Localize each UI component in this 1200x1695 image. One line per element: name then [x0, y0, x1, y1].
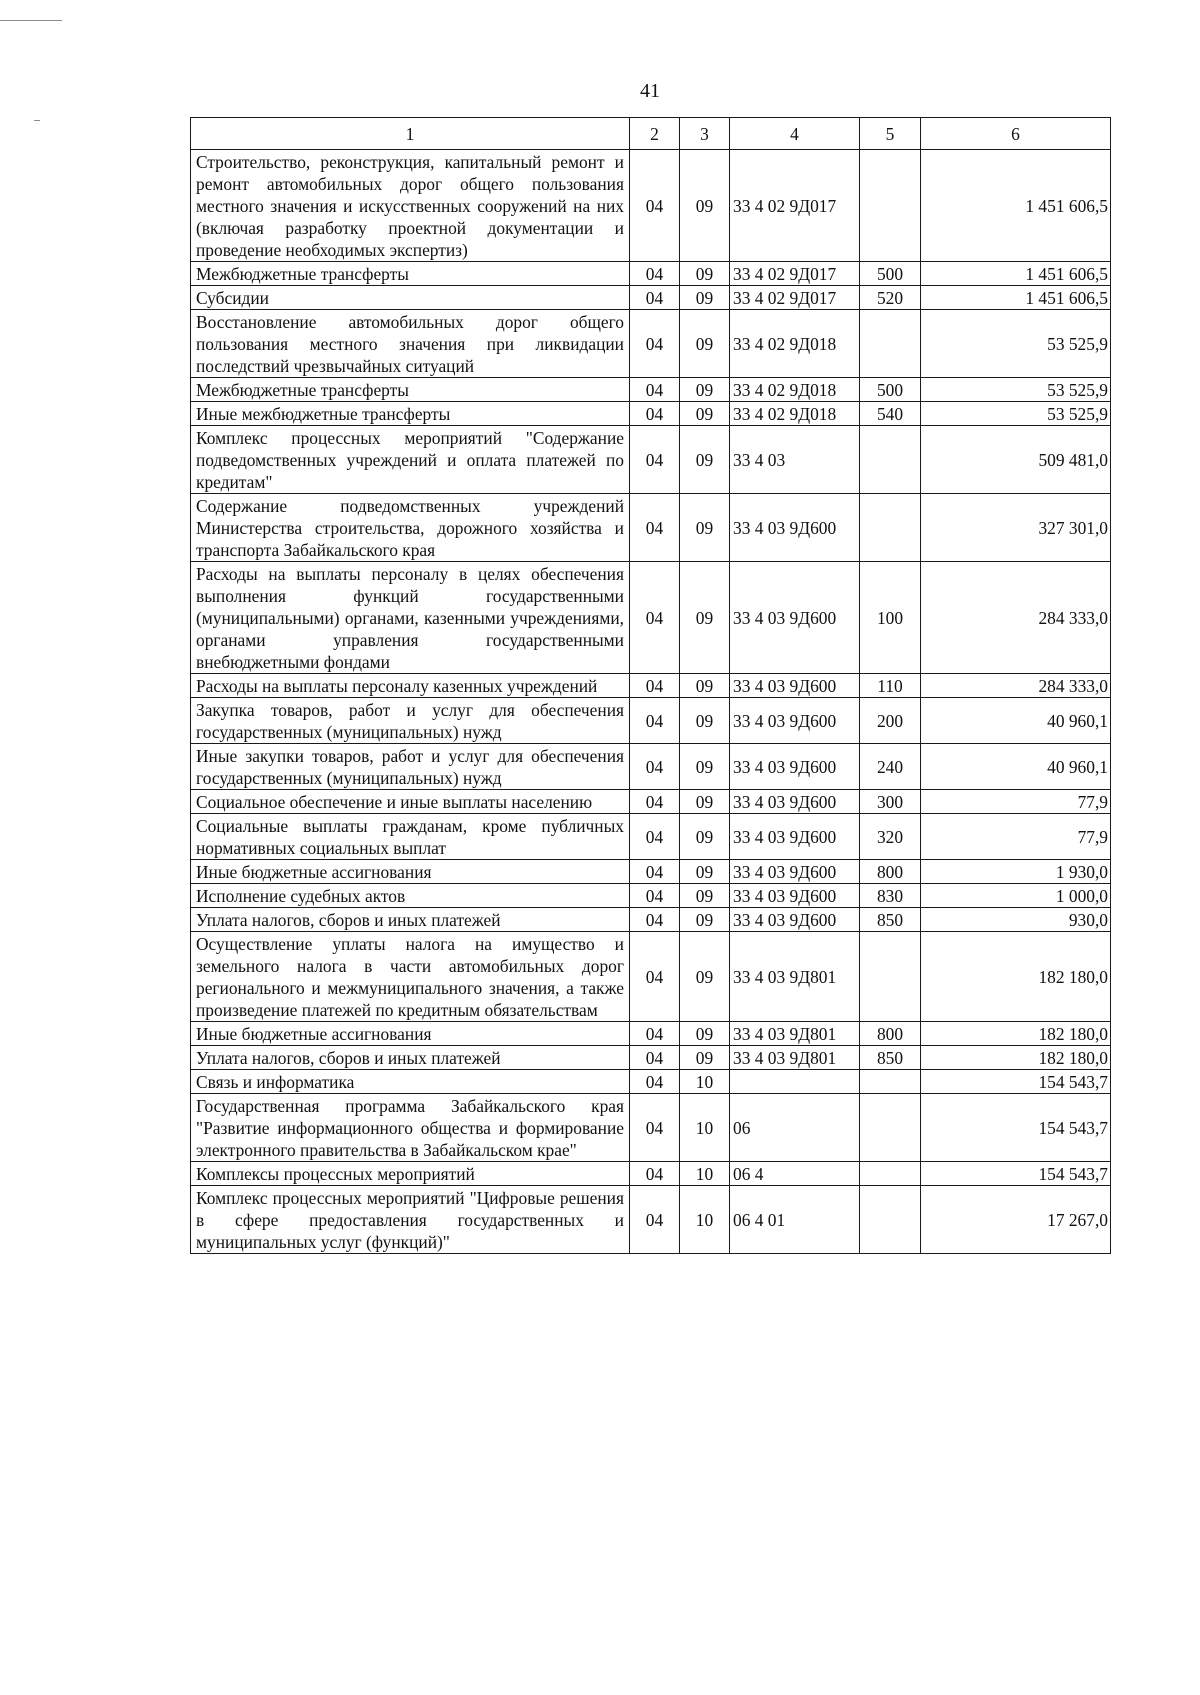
table-row — [191, 814, 1111, 860]
row-name-cell: Осуществление уплаты налога на имущество и земельного налога в части автомобильных дорог регионального и межмуниципального значения, а также произведение платежей по кредитным обязательствам — [191, 932, 630, 1022]
page-number: 41 — [640, 80, 660, 102]
expense-type-cell: 800 — [860, 860, 921, 884]
section-code-cell: 04 — [630, 698, 680, 744]
table-row — [191, 426, 1111, 494]
table-row — [191, 1094, 1111, 1162]
subsection-code-cell: 09 — [680, 932, 730, 1022]
section-code-cell: 04 — [630, 562, 680, 674]
section-code-cell: 04 — [630, 1022, 680, 1046]
expense-type-cell — [860, 494, 921, 562]
amount-cell: 284 333,0 — [921, 562, 1111, 674]
section-code-cell: 04 — [630, 1070, 680, 1094]
subsection-code-cell: 10 — [680, 1094, 730, 1162]
section-code-cell: 04 — [630, 908, 680, 932]
section-code-cell: 04 — [630, 402, 680, 426]
subsection-code-cell: 10 — [680, 1070, 730, 1094]
section-code-cell: 04 — [630, 932, 680, 1022]
expense-type-cell: 240 — [860, 744, 921, 790]
subsection-code-cell: 09 — [680, 1022, 730, 1046]
section-code-cell: 04 — [630, 262, 680, 286]
subsection-code-cell: 09 — [680, 402, 730, 426]
target-article-cell: 33 4 03 9Д801 — [730, 1046, 860, 1070]
target-article-cell: 06 4 — [730, 1162, 860, 1186]
row-name-cell: Комплекс процессных мероприятий "Содержание подведомственных учреждений и оплата платежей по кредитам" — [191, 426, 630, 494]
amount-cell: 154 543,7 — [921, 1070, 1111, 1094]
section-code-cell: 04 — [630, 310, 680, 378]
expense-type-cell: 520 — [860, 286, 921, 310]
subsection-code-cell: 09 — [680, 908, 730, 932]
amount-cell: 1 000,0 — [921, 884, 1111, 908]
row-name-cell: Государственная программа Забайкальского края "Развитие информационного общества и формирование электронного правительства в Забайкальском крае" — [191, 1094, 630, 1162]
table-row — [191, 262, 1111, 286]
row-name-cell: Уплата налогов, сборов и иных платежей — [191, 908, 630, 932]
amount-cell: 930,0 — [921, 908, 1111, 932]
table-row — [191, 1162, 1111, 1186]
expense-type-cell: 850 — [860, 908, 921, 932]
amount-cell: 1 451 606,5 — [921, 262, 1111, 286]
subsection-code-cell: 09 — [680, 562, 730, 674]
target-article-cell: 33 4 03 9Д600 — [730, 698, 860, 744]
row-name-cell: Содержание подведомственных учреждений Министерства строительства, дорожного хозяйства и транспорта Забайкальского края — [191, 494, 630, 562]
subsection-code-cell: 09 — [680, 310, 730, 378]
target-article-cell: 33 4 03 9Д801 — [730, 932, 860, 1022]
expense-type-cell: 800 — [860, 1022, 921, 1046]
amount-cell: 1 930,0 — [921, 860, 1111, 884]
subsection-code-cell: 09 — [680, 378, 730, 402]
amount-cell: 327 301,0 — [921, 494, 1111, 562]
row-name-cell: Социальное обеспечение и иные выплаты населению — [191, 790, 630, 814]
expense-type-cell — [860, 1186, 921, 1254]
header-row — [191, 118, 1111, 150]
row-name-cell: Иные закупки товаров, работ и услуг для обеспечения государственных (муниципальных) нужд — [191, 744, 630, 790]
section-code-cell: 04 — [630, 860, 680, 884]
expense-type-cell: 320 — [860, 814, 921, 860]
target-article-cell: 33 4 03 9Д600 — [730, 790, 860, 814]
section-code-cell: 04 — [630, 790, 680, 814]
table-row — [191, 860, 1111, 884]
target-article-cell: 33 4 03 — [730, 426, 860, 494]
table-row — [191, 1022, 1111, 1046]
table-row — [191, 1186, 1111, 1254]
subsection-code-cell: 09 — [680, 426, 730, 494]
expense-type-cell: 850 — [860, 1046, 921, 1070]
row-name-cell: Комплекс процессных мероприятий "Цифровые решения в сфере предоставления государственных и муниципальных услуг (функций)" — [191, 1186, 630, 1254]
target-article-cell: 33 4 02 9Д018 — [730, 402, 860, 426]
expense-type-cell: 830 — [860, 884, 921, 908]
amount-cell: 53 525,9 — [921, 402, 1111, 426]
subsection-code-cell: 09 — [680, 494, 730, 562]
column-header-6: 6 — [921, 118, 1111, 150]
target-article-cell: 33 4 03 9Д600 — [730, 744, 860, 790]
table-row — [191, 908, 1111, 932]
table-row — [191, 1070, 1111, 1094]
table-row — [191, 150, 1111, 262]
target-article-cell: 33 4 03 9Д600 — [730, 674, 860, 698]
target-article-cell: 33 4 03 9Д600 — [730, 884, 860, 908]
target-article-cell: 06 — [730, 1094, 860, 1162]
subsection-code-cell: 09 — [680, 744, 730, 790]
target-article-cell: 33 4 03 9Д600 — [730, 908, 860, 932]
amount-cell: 182 180,0 — [921, 932, 1111, 1022]
target-article-cell — [730, 1070, 860, 1094]
table-row — [191, 310, 1111, 378]
row-name-cell: Восстановление автомобильных дорог общего пользования местного значения при ликвидации последствий чрезвычайных ситуаций — [191, 310, 630, 378]
target-article-cell: 33 4 03 9Д801 — [730, 1022, 860, 1046]
expense-type-cell — [860, 1094, 921, 1162]
table-row — [191, 494, 1111, 562]
target-article-cell: 33 4 03 9Д600 — [730, 494, 860, 562]
table-row — [191, 698, 1111, 744]
expense-type-cell: 500 — [860, 262, 921, 286]
section-code-cell: 04 — [630, 1162, 680, 1186]
subsection-code-cell: 09 — [680, 1046, 730, 1070]
subsection-code-cell: 10 — [680, 1186, 730, 1254]
subsection-code-cell: 09 — [680, 814, 730, 860]
expense-type-cell — [860, 426, 921, 494]
table-row — [191, 932, 1111, 1022]
table-row — [191, 1046, 1111, 1070]
amount-cell: 154 543,7 — [921, 1094, 1111, 1162]
target-article-cell: 33 4 02 9Д018 — [730, 310, 860, 378]
section-code-cell: 04 — [630, 1094, 680, 1162]
target-article-cell: 33 4 03 9Д600 — [730, 860, 860, 884]
amount-cell: 284 333,0 — [921, 674, 1111, 698]
row-name-cell: Социальные выплаты гражданам, кроме публичных нормативных социальных выплат — [191, 814, 630, 860]
expense-type-cell — [860, 1070, 921, 1094]
amount-cell: 182 180,0 — [921, 1022, 1111, 1046]
expense-type-cell: 540 — [860, 402, 921, 426]
section-code-cell: 04 — [630, 884, 680, 908]
expense-type-cell: 110 — [860, 674, 921, 698]
expense-type-cell: 500 — [860, 378, 921, 402]
table-row — [191, 744, 1111, 790]
section-code-cell: 04 — [630, 426, 680, 494]
amount-cell: 40 960,1 — [921, 744, 1111, 790]
subsection-code-cell: 09 — [680, 150, 730, 262]
table-row — [191, 884, 1111, 908]
target-article-cell: 33 4 02 9Д018 — [730, 378, 860, 402]
amount-cell: 40 960,1 — [921, 698, 1111, 744]
expense-type-cell — [860, 310, 921, 378]
subsection-code-cell: 09 — [680, 790, 730, 814]
amount-cell: 509 481,0 — [921, 426, 1111, 494]
table-row — [191, 790, 1111, 814]
target-article-cell: 06 4 01 — [730, 1186, 860, 1254]
expense-type-cell: 200 — [860, 698, 921, 744]
target-article-cell: 33 4 02 9Д017 — [730, 286, 860, 310]
amount-cell: 1 451 606,5 — [921, 150, 1111, 262]
row-name-cell: Исполнение судебных актов — [191, 884, 630, 908]
row-name-cell: Строительство, реконструкция, капитальный ремонт и ремонт автомобильных дорог общего пользования местного значения и искусственных сооружений на них (включая разработку проектной документации и проведение необходимых экспертиз) — [191, 150, 630, 262]
column-header-1: 1 — [191, 118, 630, 150]
section-code-cell: 04 — [630, 286, 680, 310]
subsection-code-cell: 10 — [680, 1162, 730, 1186]
table-body — [191, 150, 1111, 1254]
section-code-cell: 04 — [630, 150, 680, 262]
section-code-cell: 04 — [630, 814, 680, 860]
subsection-code-cell: 09 — [680, 262, 730, 286]
amount-cell: 182 180,0 — [921, 1046, 1111, 1070]
row-name-cell: Межбюджетные трансферты — [191, 378, 630, 402]
row-name-cell: Расходы на выплаты персоналу в целях обеспечения выполнения функций государственными (муниципальными) органами, казенными учреждениями, органами управления государственными внебюджетными фондами — [191, 562, 630, 674]
amount-cell: 17 267,0 — [921, 1186, 1111, 1254]
row-name-cell: Субсидии — [191, 286, 630, 310]
subsection-code-cell: 09 — [680, 860, 730, 884]
section-code-cell: 04 — [630, 674, 680, 698]
table-row — [191, 402, 1111, 426]
section-code-cell: 04 — [630, 744, 680, 790]
amount-cell: 77,9 — [921, 814, 1111, 860]
subsection-code-cell: 09 — [680, 698, 730, 744]
row-name-cell: Межбюджетные трансферты — [191, 262, 630, 286]
amount-cell: 1 451 606,5 — [921, 286, 1111, 310]
section-code-cell: 04 — [630, 378, 680, 402]
expense-type-cell — [860, 932, 921, 1022]
target-article-cell: 33 4 02 9Д017 — [730, 150, 860, 262]
table-row — [191, 674, 1111, 698]
column-header-5: 5 — [860, 118, 921, 150]
column-header-3: 3 — [680, 118, 730, 150]
row-name-cell: Иные межбюджетные трансферты — [191, 402, 630, 426]
row-name-cell: Уплата налогов, сборов и иных платежей — [191, 1046, 630, 1070]
table-row — [191, 286, 1111, 310]
budget-table — [190, 117, 1111, 1254]
amount-cell: 53 525,9 — [921, 310, 1111, 378]
section-code-cell: 04 — [630, 1186, 680, 1254]
expense-type-cell: 100 — [860, 562, 921, 674]
expense-type-cell — [860, 1162, 921, 1186]
table-row — [191, 562, 1111, 674]
amount-cell: 53 525,9 — [921, 378, 1111, 402]
column-header-4: 4 — [730, 118, 860, 150]
row-name-cell: Иные бюджетные ассигнования — [191, 1022, 630, 1046]
amount-cell: 77,9 — [921, 790, 1111, 814]
section-code-cell: 04 — [630, 494, 680, 562]
row-name-cell: Расходы на выплаты персоналу казенных учреждений — [191, 674, 630, 698]
row-name-cell: Иные бюджетные ассигнования — [191, 860, 630, 884]
target-article-cell: 33 4 02 9Д017 — [730, 262, 860, 286]
target-article-cell: 33 4 03 9Д600 — [730, 814, 860, 860]
row-name-cell: Связь и информатика — [191, 1070, 630, 1094]
table-row — [191, 378, 1111, 402]
subsection-code-cell: 09 — [680, 884, 730, 908]
column-header-2: 2 — [630, 118, 680, 150]
row-name-cell: Закупка товаров, работ и услуг для обеспечения государственных (муниципальных) нужд — [191, 698, 630, 744]
row-name-cell: Комплексы процессных мероприятий — [191, 1162, 630, 1186]
subsection-code-cell: 09 — [680, 674, 730, 698]
table-header — [191, 118, 1111, 150]
amount-cell: 154 543,7 — [921, 1162, 1111, 1186]
expense-type-cell: 300 — [860, 790, 921, 814]
target-article-cell: 33 4 03 9Д600 — [730, 562, 860, 674]
subsection-code-cell: 09 — [680, 286, 730, 310]
section-code-cell: 04 — [630, 1046, 680, 1070]
expense-type-cell — [860, 150, 921, 262]
